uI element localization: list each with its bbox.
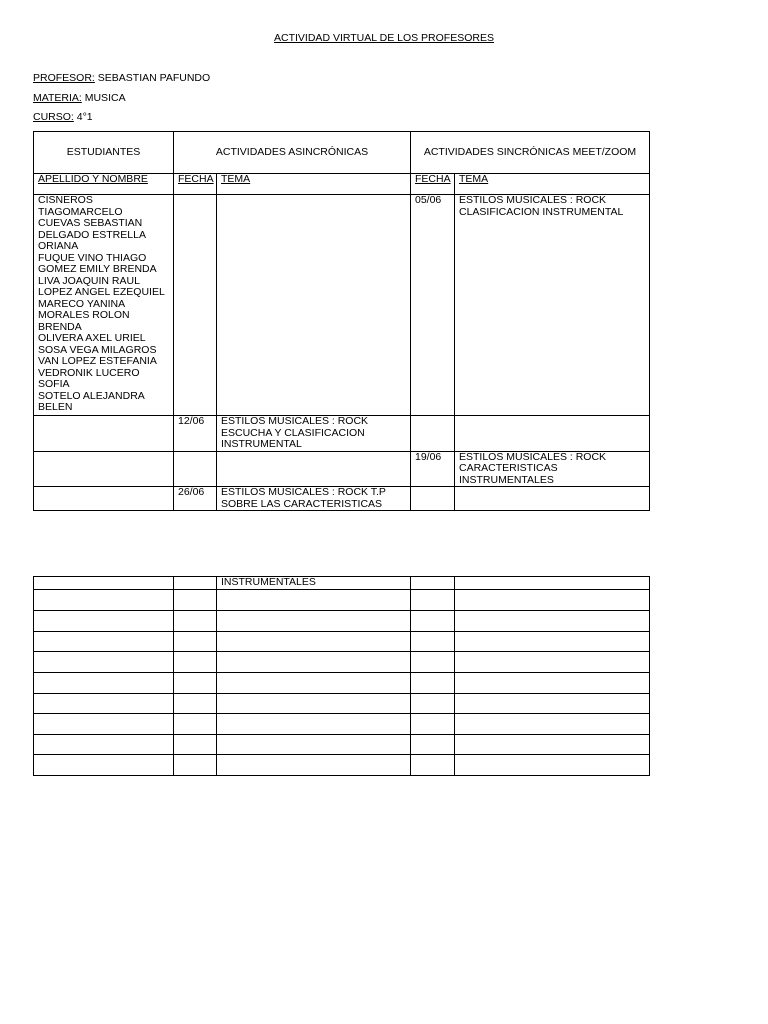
empty-cell: [174, 631, 217, 651]
profesor-value: SEBASTIAN PAFUNDO: [94, 72, 211, 84]
async-1-fecha: 12/06: [174, 416, 217, 452]
materia-value: MUSICA: [81, 92, 126, 104]
empty-cell: [455, 631, 650, 651]
async-2-tema: [217, 487, 411, 511]
empty-cell: [217, 589, 411, 610]
empty-cell: [34, 651, 174, 672]
profesor-field: [33, 72, 210, 84]
header-asincronicas: ACTIVIDADES ASINCRÓNICAS: [174, 132, 411, 174]
empty-cell: [217, 451, 411, 487]
tema-line: CLASIFICACION INSTRUMENTAL: [459, 205, 624, 218]
empty-cell: [217, 651, 411, 672]
student-name: SOFIA: [38, 378, 70, 390]
empty-cell: [217, 610, 411, 631]
empty-cell: [34, 577, 174, 590]
empty-cell: [455, 734, 650, 754]
tema-line: ESCUCHA Y CLASIFICACION: [221, 426, 365, 439]
table-row: [34, 672, 650, 693]
table-row: [34, 416, 650, 452]
empty-cell: [174, 451, 217, 487]
empty-cell: [34, 734, 174, 754]
table-row: [34, 754, 650, 775]
subheader-tema-async: TEMA: [217, 174, 411, 195]
student-name: FUQUE VINO THIAGO: [38, 251, 147, 264]
empty-cell: [411, 651, 455, 672]
student-name: MORALES ROLON: [38, 309, 130, 321]
tema-line: INSTRUMENTALES: [459, 473, 554, 486]
empty-cell: [174, 693, 217, 713]
empty-cell: [455, 672, 650, 693]
empty-cell: [411, 693, 455, 713]
empty-cell: [34, 754, 174, 775]
student-name: OLIVERA AXEL URIEL: [38, 332, 146, 344]
empty-cell: [455, 754, 650, 775]
curso-label: CURSO:: [33, 111, 74, 123]
empty-cell: [411, 577, 455, 590]
student-name: GOMEZ EMILY BRENDA: [38, 263, 157, 275]
subheader-fecha-sync: FECHA: [411, 174, 455, 195]
table-row: [34, 734, 650, 754]
profesor-label: PROFESOR:: [33, 72, 95, 84]
materia-label: MATERIA:: [33, 92, 82, 104]
student-name: ORIANA: [38, 240, 79, 252]
table-row: [34, 713, 650, 734]
empty-cell: [217, 195, 411, 416]
materia-field: [33, 92, 126, 104]
empty-cell: [174, 651, 217, 672]
empty-cell: [174, 713, 217, 734]
header-sincronicas: ACTIVIDADES SINCRÓNICAS MEET/ZOOM: [411, 132, 650, 174]
tema-line: ESTILOS MUSICALES : ROCK: [459, 194, 607, 206]
empty-cell: [174, 734, 217, 754]
student-list: [34, 195, 174, 416]
student-name: TIAGOMARCELO: [38, 205, 123, 218]
empty-cell: [34, 631, 174, 651]
empty-cell: [174, 589, 217, 610]
subheader-fecha-async: FECHA: [174, 174, 217, 195]
empty-cell: [217, 734, 411, 754]
table-row: [34, 589, 650, 610]
empty-cell: [34, 416, 174, 452]
table-header-row: [34, 132, 650, 174]
tema-line: ESTILOS MUSICALES : ROCK T.P: [221, 486, 386, 498]
empty-cell: [217, 693, 411, 713]
student-name: LOPEZ ANGEL EZEQUIEL: [38, 286, 165, 298]
sync-2-fecha: 19/06: [411, 451, 455, 487]
empty-cell: [411, 416, 455, 452]
empty-cell: [217, 631, 411, 651]
empty-cell: [34, 589, 174, 610]
empty-cell: [455, 589, 650, 610]
empty-cell: [34, 487, 174, 511]
student-name: CISNEROS: [38, 194, 93, 206]
tema-line: INSTRUMENTAL: [221, 438, 302, 450]
student-name: VEDRONIK LUCERO: [38, 366, 140, 379]
sync-1-tema: [455, 195, 650, 416]
student-name: LIVA JOAQUIN RAUL: [38, 274, 140, 287]
empty-cell: [217, 713, 411, 734]
subheader-apellido: APELLIDO Y NOMBRE: [34, 174, 174, 195]
table-row: [34, 451, 650, 487]
empty-cell: [455, 610, 650, 631]
tema-line: ESTILOS MUSICALES : ROCK: [459, 451, 607, 463]
subheader-tema-sync: TEMA: [455, 174, 650, 195]
student-name: SOTELO ALEJANDRA: [38, 389, 145, 402]
empty-cell: [411, 734, 455, 754]
student-name: VAN LOPEZ ESTEFANIA: [38, 355, 157, 367]
empty-cell: [411, 631, 455, 651]
empty-cell: [34, 672, 174, 693]
async-1-tema: [217, 416, 411, 452]
curso-value: 4°1: [73, 111, 93, 123]
empty-cell: [217, 754, 411, 775]
curso-field: [33, 111, 93, 123]
continuation-table: [33, 576, 650, 776]
empty-cell: [217, 672, 411, 693]
empty-cell: [411, 487, 455, 511]
table-row: [34, 577, 650, 590]
empty-cell: [455, 416, 650, 452]
empty-cell: [455, 577, 650, 590]
empty-cell: [34, 713, 174, 734]
sync-2-tema: [455, 451, 650, 487]
empty-cell: [411, 713, 455, 734]
empty-cell: [455, 713, 650, 734]
student-name: SOSA VEGA MILAGROS: [38, 343, 157, 356]
empty-cell: [174, 577, 217, 590]
empty-cell: [455, 487, 650, 511]
empty-cell: [455, 651, 650, 672]
empty-cell: [411, 610, 455, 631]
empty-cell: [411, 589, 455, 610]
student-name: BELEN: [38, 401, 73, 413]
table-row: [34, 195, 650, 416]
tema-line: CARACTERISTICAS: [459, 462, 558, 474]
student-name: CUEVAS SEBASTIAN: [38, 217, 143, 229]
empty-cell: [411, 754, 455, 775]
empty-cell: [411, 672, 455, 693]
table-row: [34, 631, 650, 651]
empty-cell: [174, 610, 217, 631]
empty-cell: [174, 195, 217, 416]
student-name: MARECO YANINA: [38, 297, 126, 310]
async-2-tema-continuation: INSTRUMENTALES: [217, 577, 411, 590]
table-row: [34, 651, 650, 672]
student-name: DELGADO ESTRELLA: [38, 228, 146, 241]
empty-cell: [34, 451, 174, 487]
student-name: BRENDA: [38, 320, 82, 333]
table-subheader-row: [34, 174, 650, 195]
activities-table: [33, 131, 650, 511]
empty-cell: [34, 693, 174, 713]
table-row: [34, 487, 650, 511]
sync-1-fecha: 05/06: [411, 195, 455, 416]
page-title: ACTIVIDAD VIRTUAL DE LOS PROFESORES: [274, 32, 494, 44]
empty-cell: [174, 672, 217, 693]
empty-cell: [34, 610, 174, 631]
tema-line: ESTILOS MUSICALES : ROCK: [221, 415, 369, 427]
table-row: [34, 693, 650, 713]
empty-cell: [455, 693, 650, 713]
table-row: [34, 610, 650, 631]
header-estudiantes: ESTUDIANTES: [34, 132, 174, 174]
async-2-fecha: 26/06: [174, 487, 217, 511]
empty-cell: [174, 754, 217, 775]
tema-line: SOBRE LAS CARACTERISTICAS: [221, 497, 383, 510]
